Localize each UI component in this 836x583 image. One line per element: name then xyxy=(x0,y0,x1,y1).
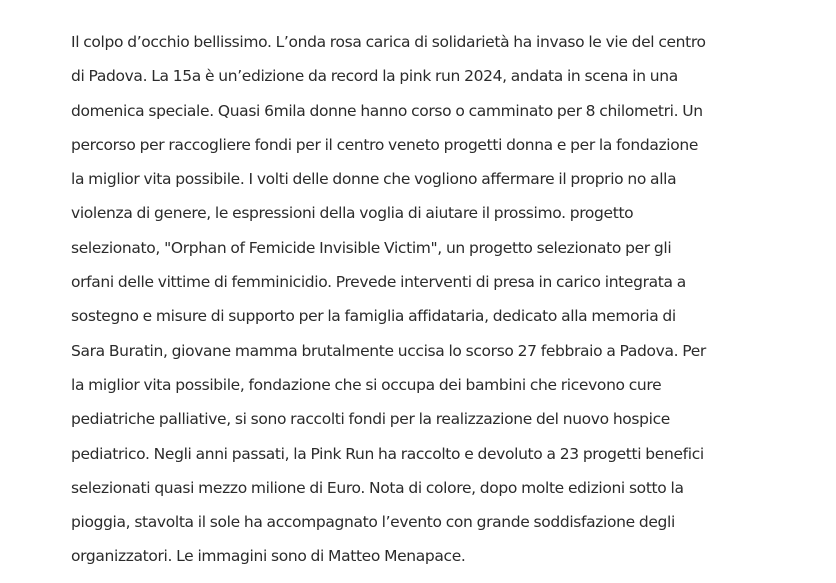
paragraph-line: violenza di genere, le espressioni della voglia di aiutare il prossimo. progetto xyxy=(71,204,634,223)
paragraph-line: la miglior vita possibile, fondazione che si occupa dei bambini che ricevono cure xyxy=(71,375,662,394)
paragraph-line: pediatriche palliative, si sono raccolti fondi per la realizzazione del nuovo hospice xyxy=(71,410,670,429)
paragraph-line: domenica speciale. Quasi 6mila donne hanno corso o camminato per 8 chilometri. Un xyxy=(71,101,703,120)
paragraph-line: Sara Buratin, giovane mamma brutalmente uccisa lo scorso 27 febbraio a Padova. Per xyxy=(71,341,706,360)
paragraph-line: la miglior vita possibile. I volti delle donne che vogliono affermare il proprio no alla xyxy=(71,170,677,189)
paragraph-line: pioggia, stavolta il sole ha accompagnato l’evento con grande soddisfazione degli xyxy=(71,513,675,532)
paragraph-line: percorso per raccogliere fondi per il centro veneto progetti donna e per la fondazione xyxy=(71,135,699,154)
paragraph-line: di Padova. La 15a è un’edizione da record la pink run 2024, andata in scena in una xyxy=(71,67,678,86)
paragraph-line: selezionato, "Orphan of Femicide Invisible Victim", un progetto selezionato per gli xyxy=(71,238,672,257)
paragraph-line: sostegno e misure di supporto per la famiglia affidataria, dedicato alla memoria di xyxy=(71,307,676,326)
article-paragraph xyxy=(71,25,801,574)
paragraph-line: selezionati quasi mezzo milione di Euro. Nota di colore, dopo molte edizioni sotto la xyxy=(71,478,684,497)
paragraph-line: orfani delle vittime di femminicidio. Prevede interventi di presa in carico integrata a xyxy=(71,273,686,292)
paragraph-line: Il colpo d’occhio bellissimo. L’onda rosa carica di solidarietà ha invaso le vie del centro xyxy=(71,33,706,51)
paragraph-line: organizzatori. Le immagini sono di Matteo Menapace. xyxy=(71,547,466,566)
paragraph-line: pediatrico. Negli anni passati, la Pink Run ha raccolto e devoluto a 23 progetti benefici xyxy=(71,444,704,463)
article-body xyxy=(71,25,801,574)
